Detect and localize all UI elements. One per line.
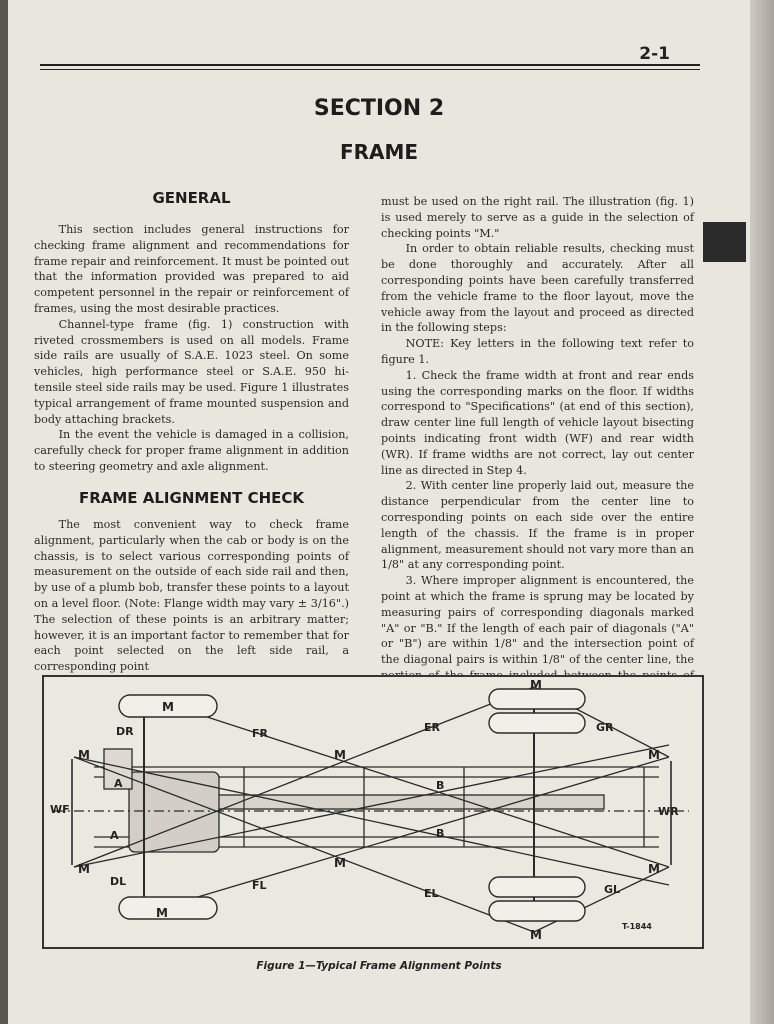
label-er: ER: [424, 721, 440, 734]
figure-ref-code: T-1844: [622, 922, 652, 931]
procedure-paragraph: In order to obtain reliable results, checking must be done thoroughly and accurately. After all corresponding points have been carefully transferred from the vehicle frame to the floor layout, move the vehicle away from the layout and proceed as directed in the following steps:: [381, 242, 694, 335]
wheel-rear-left-outer: [489, 901, 585, 921]
wheel-rear-right-outer: [489, 689, 585, 709]
label-a: A: [110, 829, 119, 842]
label-b: B: [436, 779, 445, 792]
label-m: M: [530, 928, 542, 942]
label-m: M: [648, 862, 660, 876]
label-a: A: [114, 777, 123, 790]
header-rule: [40, 64, 700, 66]
diagonal: [164, 757, 669, 907]
label-dr: DR: [116, 725, 134, 738]
label-el: EL: [424, 887, 439, 900]
check-text: [34, 517, 349, 675]
driveshaft: [164, 795, 604, 809]
step-3: 3. Where improper alignment is encountered, the point at which the frame is sprung may be located by measuring pairs of corresponding diagonals marked "A" or "B." If the length of each pair of diagonals ("A" or "B") are within 1/8" and the intersection point of the diagonal pairs is within 1/8" of the center line, the: [381, 574, 694, 667]
label-m: M: [334, 856, 346, 870]
label-m: M: [530, 678, 542, 692]
label-fl: FL: [252, 879, 267, 892]
page-number: 2-1: [639, 44, 670, 64]
label-gl: GL: [604, 883, 621, 896]
label-wf: WF: [50, 803, 70, 816]
step-1: 1. Check the frame width at front and rear ends using the corresponding marks on the floor. If widths correspond to "Specifications" (at end of this section), draw center line full length of vehicle layout bisecting points indicating front width (WF) and rear width (WR). If frame widths are not correct, lay out center line as directed in Step 4.: [381, 368, 694, 477]
label-wr: WR: [658, 805, 679, 818]
general-text: [34, 222, 349, 475]
step-2: 2. With center line properly laid out, measure the distance perpendicular from the center line to corresponding points on each side over the entire length of the chassis. If the frame is in proper alignment, measurement should not vary more than an 1/8" at any corresponding point.: [381, 479, 694, 572]
frame-alignment-check-heading: FRAME ALIGNMENT CHECK: [78, 489, 305, 507]
label-gr: GR: [596, 721, 614, 734]
note-paragraph: NOTE: Key letters in the following text refer to figure 1.: [381, 337, 694, 366]
general-paragraph: Channel-type frame (fig. 1) construction with riveted crossmembers is used on all models. Frame side rails are usually of S.A.E. 1023 steel. On some vehicles, high performance steel or S.A.E. 950 hi-tensile steel side rails may be used. Figure 1 illustrates typical arrangement of frame mounted suspension and body attaching brackets.: [34, 317, 349, 426]
header-rule-thin: [40, 69, 700, 70]
frame-diagram: [44, 677, 702, 947]
wheel-rear-right-inner: [489, 713, 585, 733]
label-b: B: [436, 827, 445, 840]
general-paragraph: This section includes general instructions for checking frame alignment and recommendations for frame repair and reinforcement. It must be pointed out that the information provided was prepared to aid competent personnel in the repair or reinforcement of frames, using the most desirable practices.: [34, 223, 349, 315]
label-m: M: [162, 700, 174, 714]
manual-page: [8, 0, 750, 1024]
wheel-front-left: [119, 897, 217, 919]
continued-paragraph: must be used on the right rail. The illustration (fig. 1) is used merely to serve as a guide in the selection of checking points "M.": [381, 195, 694, 240]
page-edge: [750, 0, 774, 1024]
label-m: M: [156, 906, 168, 920]
general-paragraph: In the event the vehicle is damaged in a collision, carefully check for proper frame alignment in addition to steering geometry and axle alignment.: [34, 428, 349, 473]
label-m: M: [334, 748, 346, 762]
label-m: M: [78, 748, 90, 762]
figure-caption: Figure 1—Typical Frame Alignment Points: [256, 960, 502, 972]
label-fr: FR: [252, 727, 268, 740]
check-paragraph: The most convenient way to check frame alignment, particularly when the cab or body is on the chassis, is to select various corresponding points of measurement on the outside of each side rail and then, by use of a plumb bob, transfer these points to a layout on a level floor. (Note: Flange width may vary ± 3/16".) The selection of these points is an arbitrary matter; however, it is an important factor to remember that for each point selected on the left side rail, a corresponding point: [34, 518, 349, 674]
frame-alignment-figure: [42, 675, 704, 949]
general-heading: GENERAL: [152, 189, 231, 207]
label-dl: DL: [110, 875, 127, 888]
wheel-rear-left-inner: [489, 877, 585, 897]
label-m: M: [78, 862, 90, 876]
diagonal: [164, 703, 669, 867]
section-label: SECTION 2: [313, 96, 445, 121]
section-tab: [703, 222, 746, 262]
right-column-text: [381, 194, 694, 700]
section-title: FRAME: [339, 140, 419, 164]
label-m: M: [648, 748, 660, 762]
